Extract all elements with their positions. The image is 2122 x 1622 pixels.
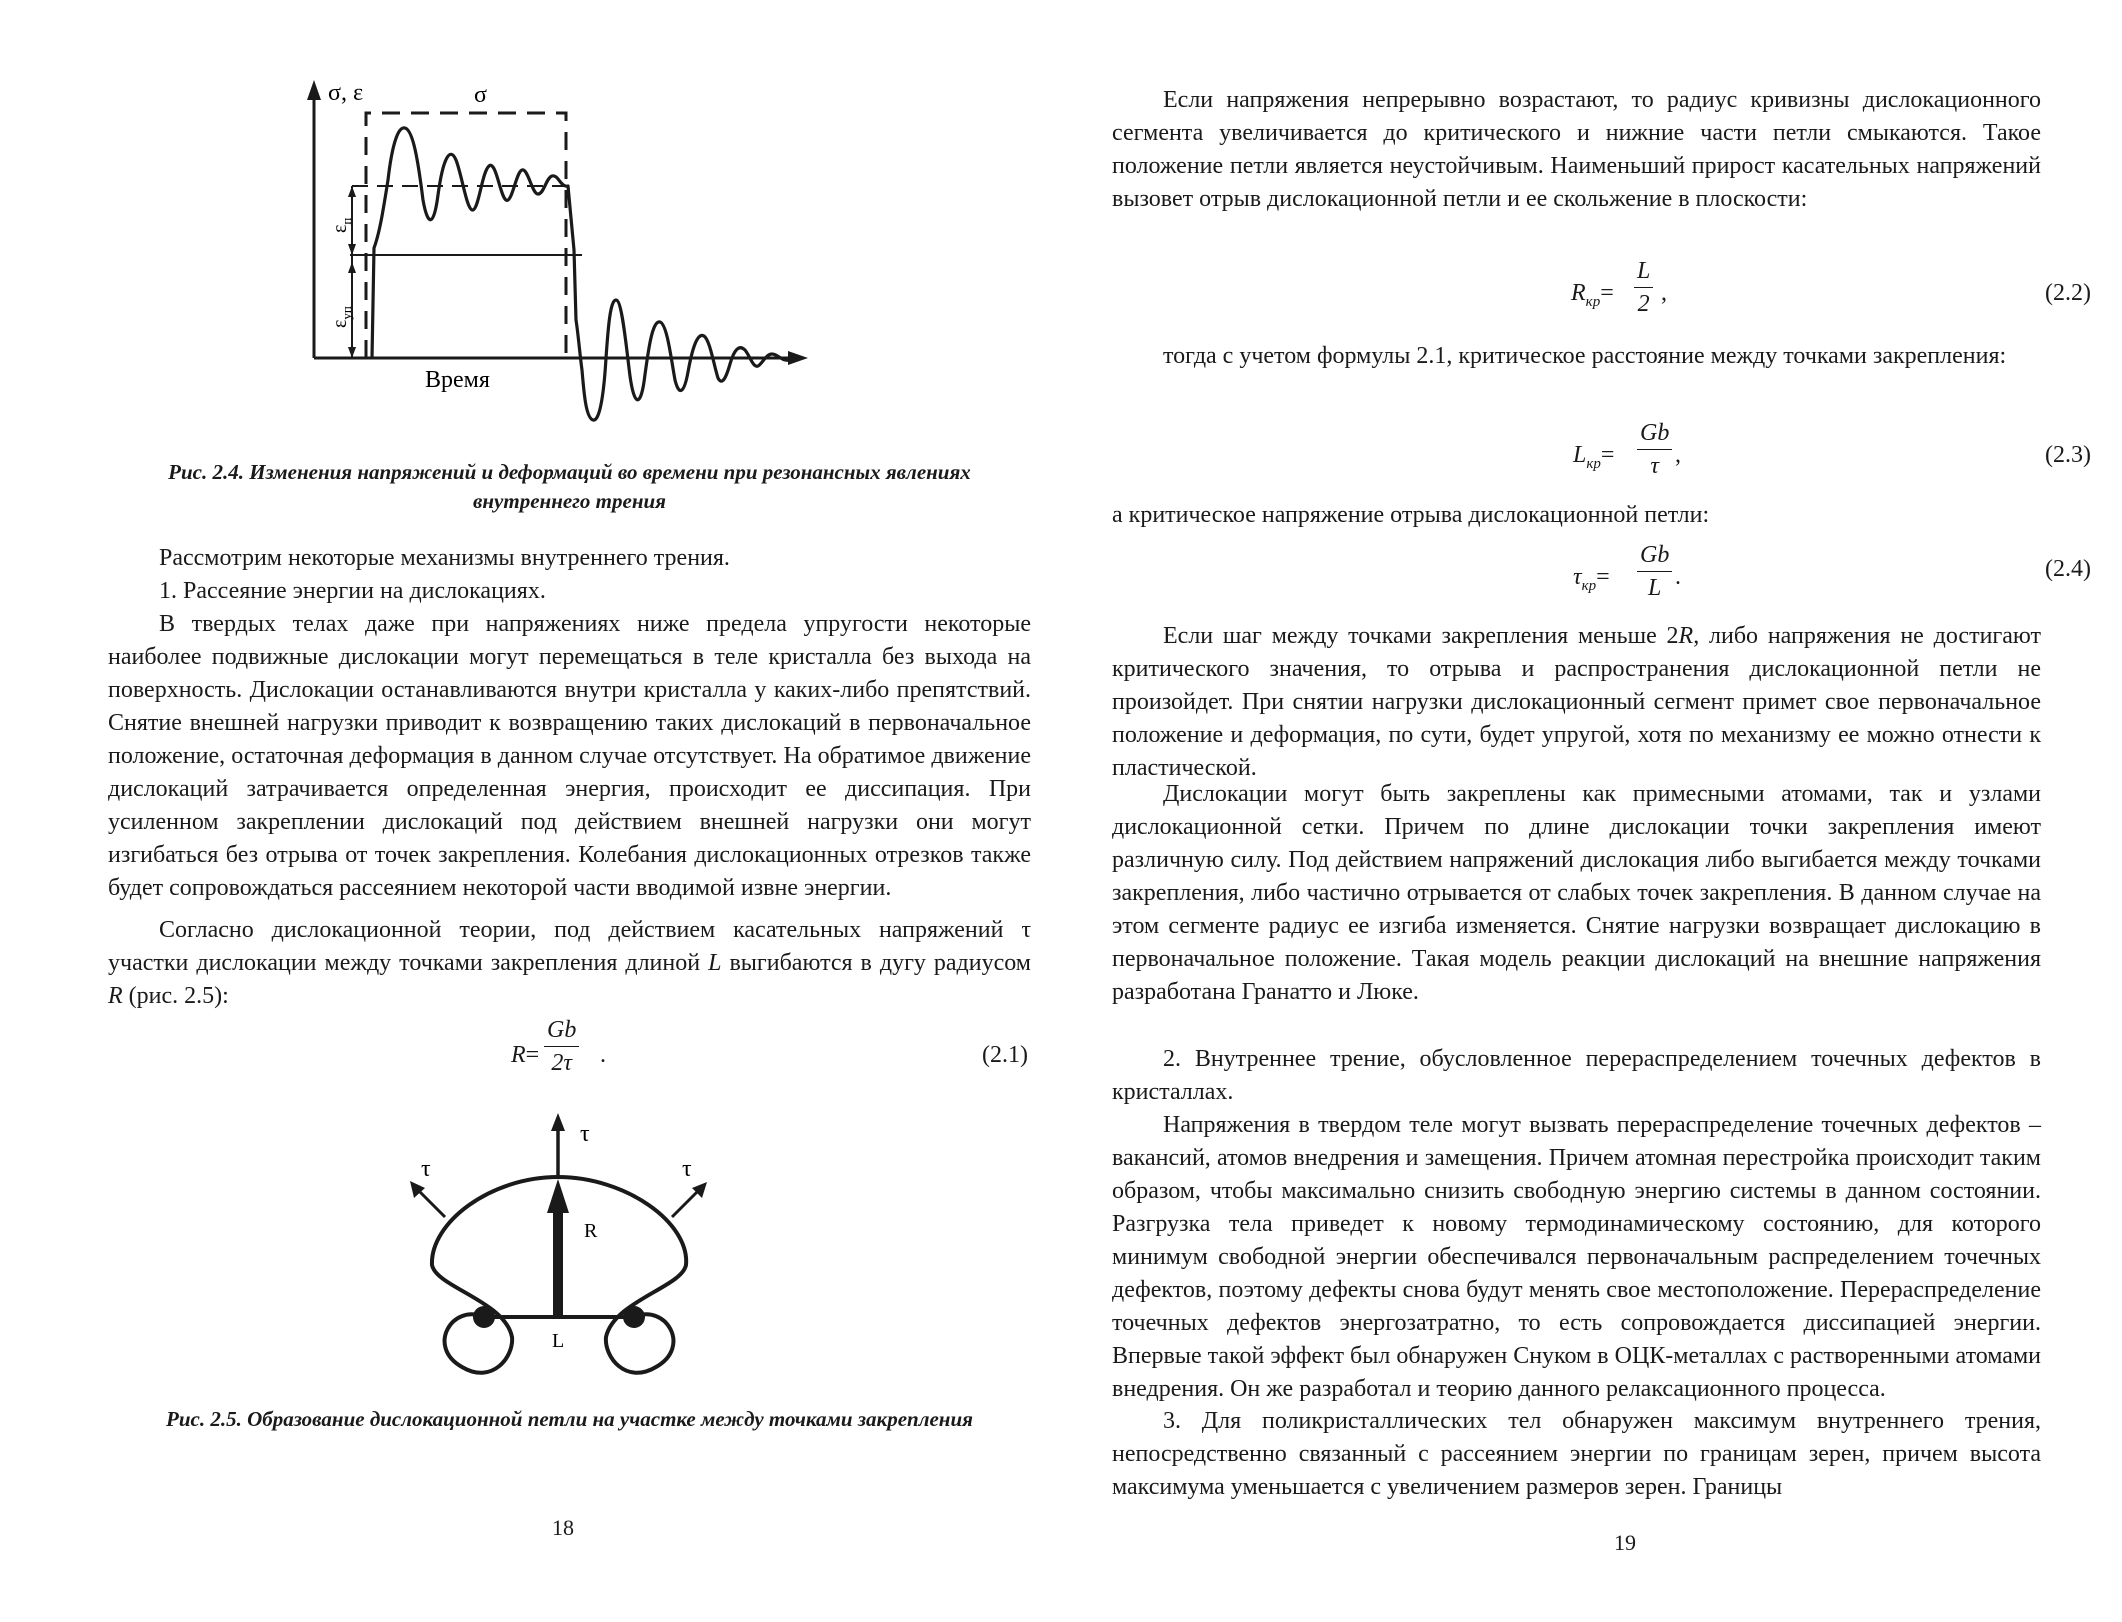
caption-2-4: Рис. 2.4. Изменения напряжений и деформаций во времени при резонансных явлениях внутреннего трения bbox=[168, 460, 971, 513]
paragraph: В твердых телах даже при напряжениях ниже предела упругости некоторые наиболее подвижные дислокации могут перемещаться в теле кристалла без выхода на поверхность. Дислокации останавливаются внутри кристалла у каких-либо препятствий. Снятие внешней нагрузки приводит к возвращению таких дислокаций в первоначальное положение, остаточная деформация в данном случае отсутствует. На обратимое движение дислокаций затрачивается определенная энергия, происходит ее диссипация. При усиленном закреплении дислокаций под действием внешней нагрузки они могут изгибаться без отрыва от точек закрепления. Колебания дислокационных отрезков также будет сопровождаться рассеянием некоторой части вводимой извне энергии. bbox=[108, 611, 1031, 901]
tau-arrow-right bbox=[672, 1189, 700, 1217]
x-axis-label: Время bbox=[425, 367, 490, 393]
figure-2-5 bbox=[0, 1105, 1061, 1415]
paragraph: Напряжения в твердом теле могут вызвать перераспределение точечных дефектов – вакансий, атомов внедрения и замещения. Причем атомная перестройка происходит таким образом, чтобы максимально снизить свободную энергию системы в данном состоянии. Разгрузка тела приведет к новому термодинамическому состоянию, для которого минимум свободной энергии обеспечивался первоначальным распределением точечных дефектов, поэтому дефекты снова будут менять свое местоположение. Перераспределение точечных дефектов энергозатратно, то есть сопровождается диссипацией энергии. Впервые такой эффект был обнаружен Снуком в ОЦК-металлах с растворенными атомами внедрения. Он же разработал и теорию данного релаксационного процесса. bbox=[1112, 1112, 2041, 1402]
eps-up-label: $\varepsilon_{уп}$ bbox=[329, 306, 354, 328]
paragraph: тогда с учетом формулы 2.1, критическое расстояние между точками закрепления: bbox=[1163, 343, 2007, 369]
figure-2-4 bbox=[0, 0, 1061, 440]
tau-top-label: τ bbox=[580, 1121, 590, 1147]
pinning-point bbox=[623, 1306, 645, 1328]
paragraph: 2. Внутреннее трение, обусловленное перераспределением точечных дефектов в кристаллах. bbox=[1112, 1046, 2041, 1105]
equation-number: (2.3) bbox=[2045, 442, 2091, 468]
paragraph: Если напряжения непрерывно возрастают, то радиус кривизны дислокационного сегмента увеличивается до критического и нижние части петли смыкаются. Такое положение петли является неустойчивым. Наименьший прирост касательных напряжений вызовет отрыв дислокационной петли и ее скольжение в плоскости: bbox=[1112, 87, 2041, 212]
left-page: σ, ε σ Время $\varepsilon_п$ $\varepsilon_{уп}$ Рис. 2.4. Изменения напряжений и деформаций во времени при резонансных явлениях внутреннего трения Рассмотрим некоторые механизмы внутреннего трения. 1. Рассеяние энергии на дислокациях. В твердых телах даже при напряжениях ниже предела упругости некоторые наиболее подвижные дислокации могут перемещаться в теле кристалла без выхода на поверхность. Дислокации останавливаются внутри кристалла у каких-либо препятствий. Снятие внешней нагрузки приводит к возвращению таких дислокаций в первоначальное положение, остаточная деформация в данном случае отсутствует. На обратимое движение дислокаций затрачивается определенная энергия, происходит ее диссипация. При усиленном закреплении дислокаций под действием внешней нагрузки они могут изгибаться без отрыва от точек закрепления. Колебания дислокационных отрезков также будет сопровождаться рассеянием некоторой части вводимой извне энергии. Согласно дислокационной теории, под действием касательных напряжений τ участки дислокации между точками закрепления длиной L выгибаются в дугу радиусом R (рис. 2.5): R= $\frac{Gb}{2\tau}$ . (2.1) τ τ τ R L Рис. 2.5. Образование дислокационной петли на участке между точками закрепления 18 bbox=[0, 0, 1061, 1622]
page-number: 18 bbox=[552, 1515, 574, 1540]
equation-number: (2.4) bbox=[2045, 556, 2091, 582]
tau-right-label: τ bbox=[682, 1156, 692, 1182]
y-axis-arrow bbox=[307, 80, 321, 100]
paragraph: Если шаг между точками закрепления меньше 2R, либо напряжения не достигают критического значения, то отрыва и распространения дислокационной петли не произойдет. При снятии нагрузки дислокационный сегмент примет свое первоначальное положение и деформация, по сути, будет упругой, хотя по механизму ее можно отнести к пластической. bbox=[1112, 623, 2042, 781]
sigma-label: σ bbox=[474, 82, 487, 108]
paragraph: 1. Рассеяние энергии на дислокациях. bbox=[159, 578, 546, 604]
equation-number: (2.2) bbox=[2045, 280, 2091, 306]
radius-arrow bbox=[553, 1210, 563, 1317]
equation-number: (2.1) bbox=[982, 1042, 1028, 1068]
paragraph: а критическое напряжение отрыва дислокационной петли: bbox=[1112, 502, 1710, 528]
pinning-point bbox=[473, 1306, 495, 1328]
tau-arrow-left bbox=[416, 1188, 445, 1217]
y-axis-label: σ, ε bbox=[328, 80, 364, 106]
x-axis-arrow bbox=[788, 351, 808, 365]
tau-left-label: τ bbox=[421, 1156, 431, 1182]
page-number: 19 bbox=[1614, 1530, 1636, 1555]
paragraph: Согласно дислокационной теории, под действием касательных напряжений τ участки дислокации между точками закрепления длиной L выгибаются в дугу радиусом R (рис. 2.5): bbox=[108, 917, 1031, 1009]
paragraph: Дислокации могут быть закреплены как примесными атомами, так и узлами дислокационной сетки. Причем по длине дислокации точки закрепления имеют различную силу. Под действием напряжений дислокация либо выгибается между точками закрепления, либо частично отрывается от слабых точек закрепления. В данном случае на этом сегменте радиус ее изгиба изменяется. Снятие нагрузки возвращает дислокацию в первоначальное положение. Такая модель реакции дислокаций на внешние напряжения разработана Гранатто и Люке. bbox=[1112, 781, 2041, 1005]
caption-2-5: Рис. 2.5. Образование дислокационной петли на участке между точками закрепления bbox=[166, 1407, 973, 1431]
sigma-pulse-dashed bbox=[366, 113, 566, 358]
eps-n-label: $\varepsilon_п$ bbox=[329, 217, 354, 233]
R-label: R bbox=[584, 1220, 598, 1242]
right-page: Если напряжения непрерывно возрастают, то радиус кривизны дислокационного сегмента увеличивается до критического и нижние части петли смыкаются. Такое положение петли является неустойчивым. Наименьший прирост касательных напряжений вызовет отрыв дислокационной петли и ее скольжение в плоскости: $R_{кр}=$ $\frac{L}{2}$ , (2.2) тогда с учетом формулы 2.1, критическое расстояние между точками закрепления: $L_{кр}=$ $\frac{Gb}{\tau}$ , (2.3) а критическое напряжение отрыва дислокационной петли: $\tau_{кр}=$ $\frac{Gb}{L}$ . (2.4) Если шаг между точками закрепления меньше 2R, либо напряжения не достигают критического значения, то отрыва и распространения дислокационной петли не произойдет. При снятии нагрузки дислокационный сегмент примет свое первоначальное положение и деформация, по сути, будет упругой, хотя по механизму ее можно отнести к пластической. Дислокации могут быть закреплены как примесными атомами, так и узлами дислокационной сетки. Причем по длине дислокации точки закрепления имеют различную силу. Под действием напряжений дислокация либо выгибается между точками закрепления, либо частично отрывается от слабых точек закрепления. В данном случае на этом сегменте радиус ее изгиба изменяется. Снятие нагрузки возвращает дислокацию в первоначальное положение. Такая модель реакции дислокаций на внешние напряжения разработана Гранатто и Люке. 2. Внутреннее трение, обусловленное перераспределением точечных дефектов в кристаллах. Напряжения в твердом теле могут вызвать перераспределение точечных дефектов – вакансий, атомов внедрения и замещения. Причем атомная перестройка происходит таким образом, чтобы максимально снизить свободную энергию системы в данном состоянии. Разгрузка тела приведет к новому термодинамическому состоянию, для которого минимум свободной энергии обеспечивался первоначальным распределением точечных дефектов, поэтому дефекты снова будут менять свое местоположение. Перераспределение точечных дефектов энергозатратно, то есть сопровождается диссипацией энергии. Впервые такой эффект был обнаружен Снуком в ОЦК-металлах с растворенными атомами внедрения. Он же разработал и теорию данного релаксационного процесса. 3. Для поликристаллических тел обнаружен максимум внутреннего трения, непосредственно связанный с рассеянием энергии по границам зерен, причем высота максимума уменьшается с увеличением размеров зерен. Границы 19 bbox=[1061, 0, 2122, 1622]
paragraph: Рассмотрим некоторые механизмы внутреннего трения. bbox=[159, 545, 730, 571]
L-label: L bbox=[552, 1330, 565, 1352]
paragraph: 3. Для поликристаллических тел обнаружен максимум внутреннего трения, непосредственно связанный с рассеянием энергии по границам зерен, причем высота максимума уменьшается с увеличением размеров зерен. Границы bbox=[1112, 1408, 2041, 1500]
